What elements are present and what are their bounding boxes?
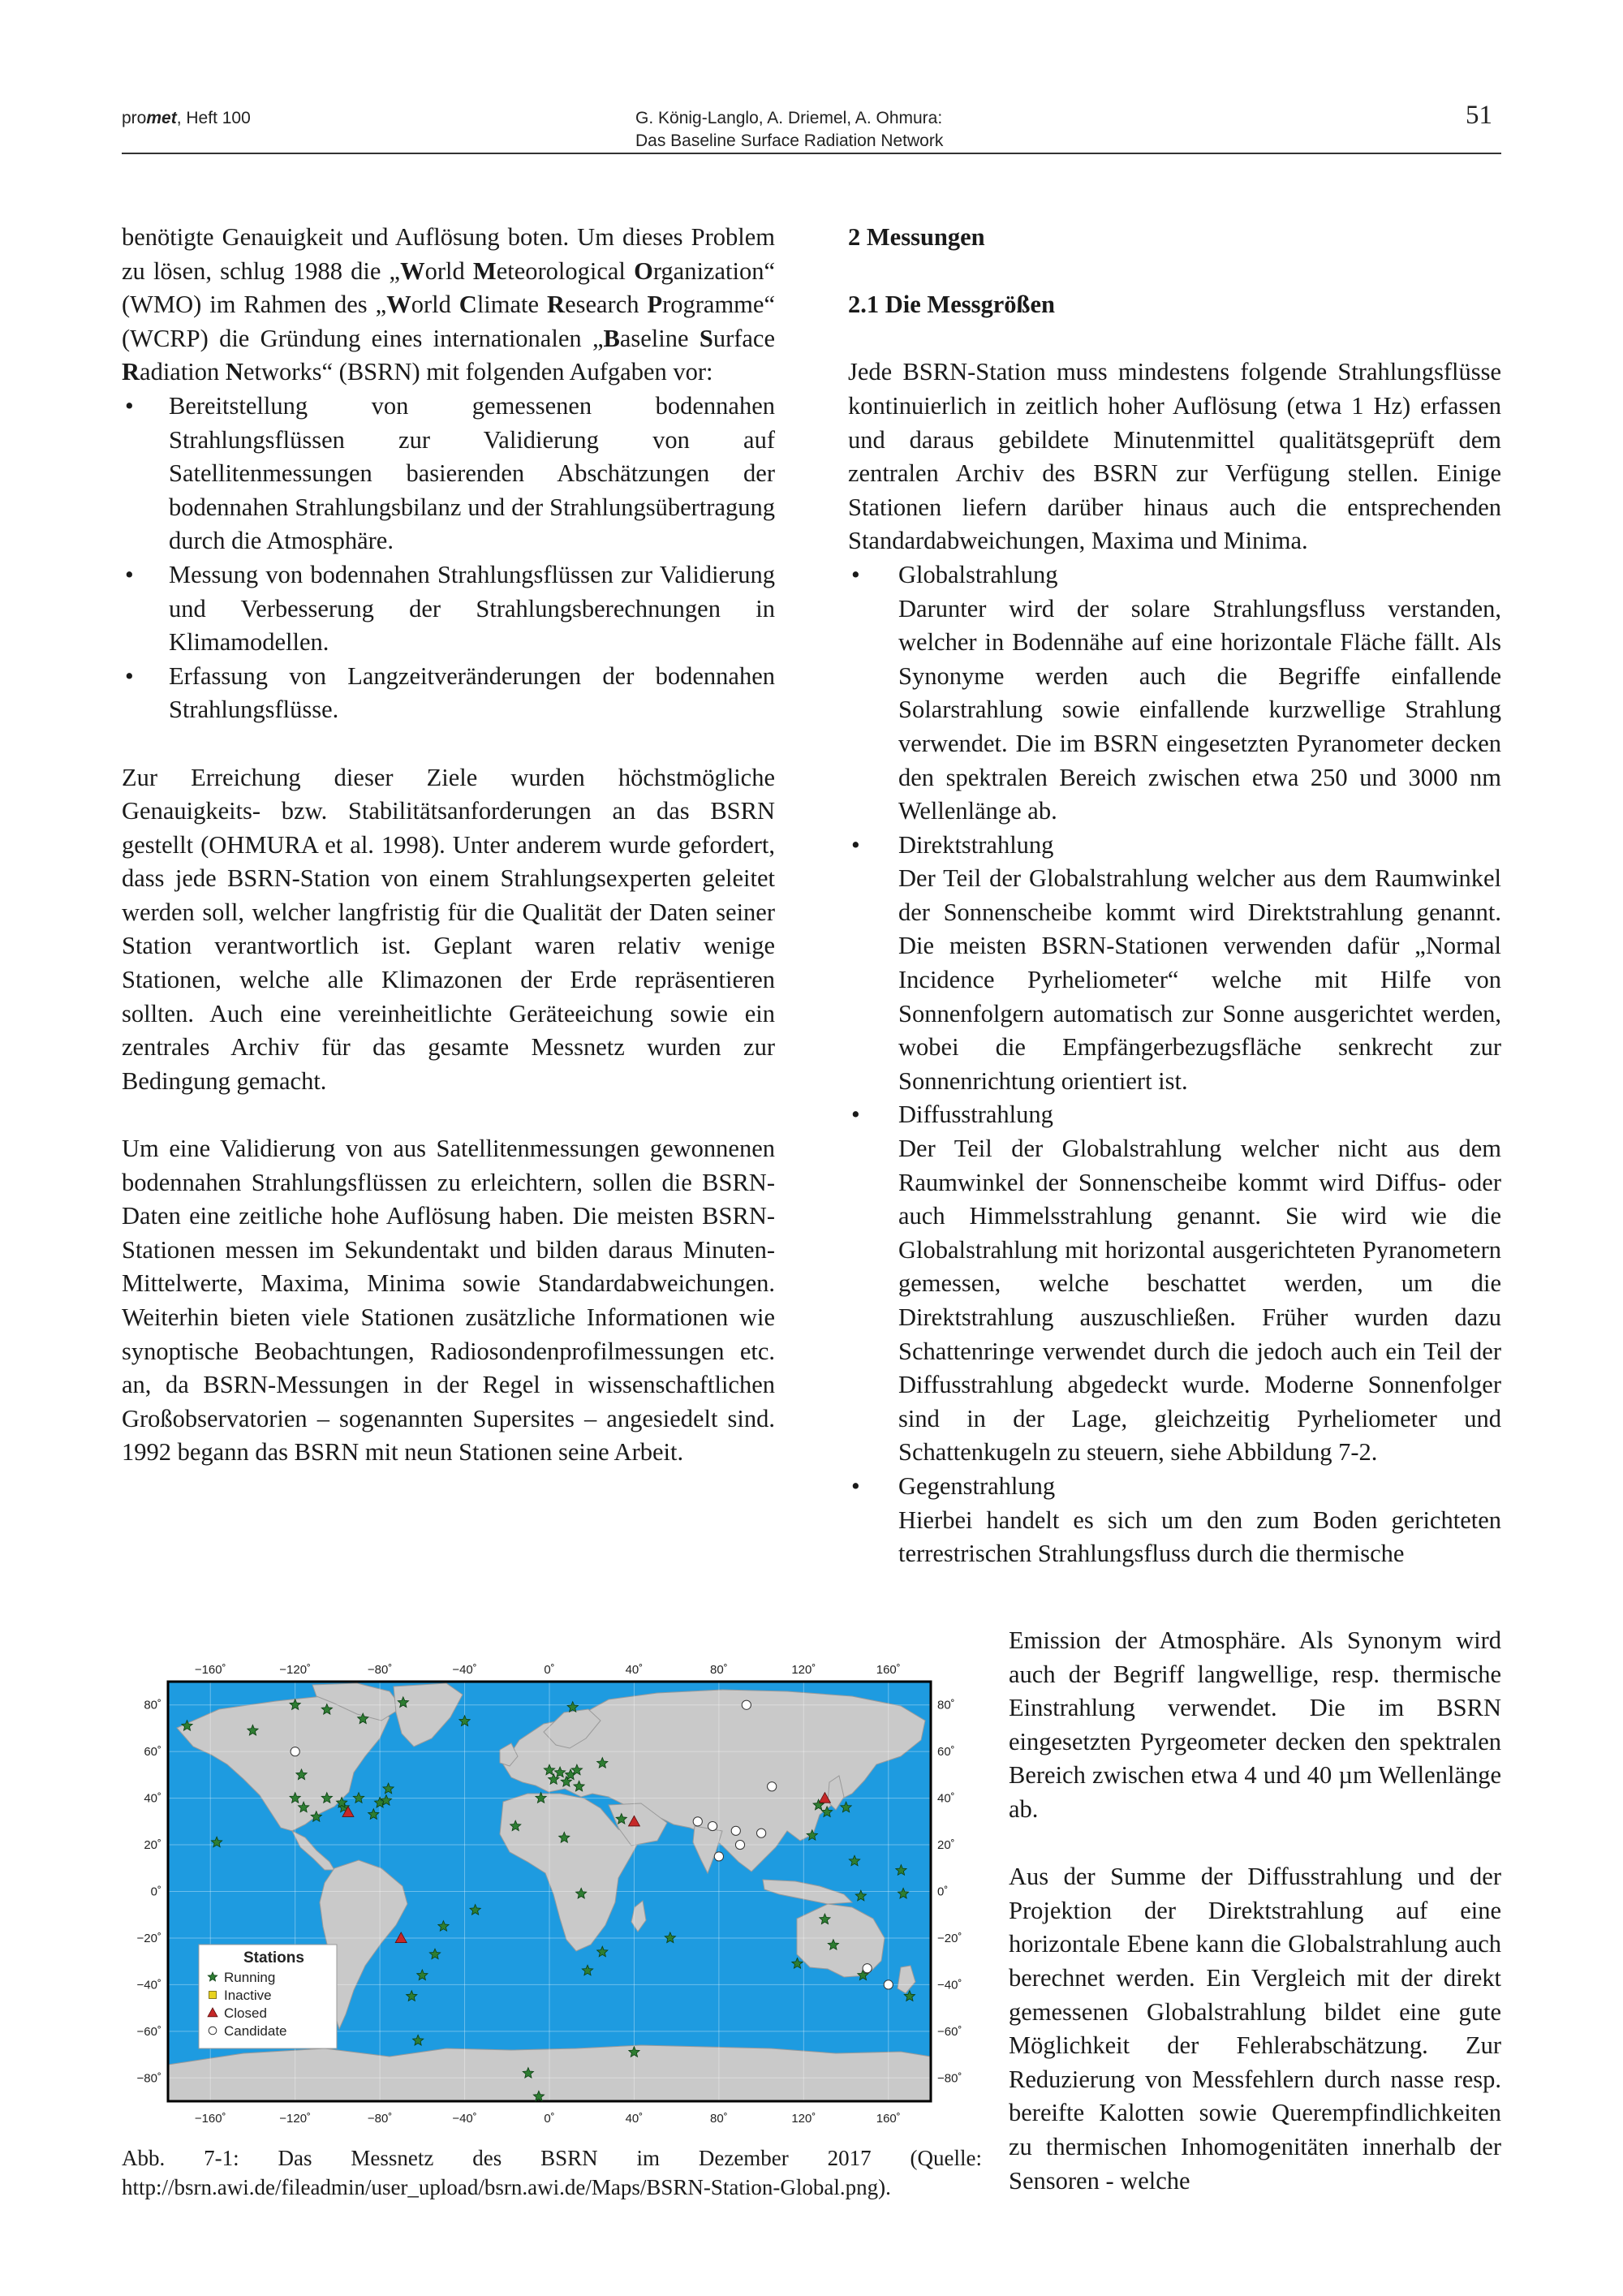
longitude-label: −160˚ (194, 1663, 226, 1677)
journal-name: promet, Heft 100 (122, 109, 251, 127)
quantity-item (848, 558, 1501, 829)
latitude-label: 80˚ (937, 1698, 955, 1712)
latitude-label: −80˚ (937, 2071, 962, 2086)
longitude-label: −40˚ (452, 2112, 477, 2126)
longitude-label: −120˚ (279, 2112, 312, 2126)
map-legend (199, 1945, 337, 2048)
quantity-term: Gegenstrahlung (898, 1471, 1056, 1500)
bsrn-station-map (122, 1643, 982, 2139)
station-candidate (291, 1747, 299, 1756)
quantity-item (848, 829, 1501, 1099)
subsection-heading: 2.1 Die Messgrößen (848, 291, 1055, 319)
right-column (848, 221, 1501, 1571)
task-list (122, 390, 775, 727)
longitude-label: −80˚ (367, 1663, 393, 1677)
header-title: Das Baseline Surface Radiation Network (635, 131, 944, 150)
quantity-term: Globalstrahlung (898, 560, 1058, 588)
header-rule (122, 153, 1501, 154)
paragraph-intro: Jede BSRN-Station muss mindestens folgende Strahlungsflüsse kontinuierlich in zeitlich hoher Auflösung (etwa 1 Hz) erfassen und daraus gebildete Minutenmittel qualitätsgeprüft dem zentralen Archiv des BSRN zur Verfügung stellen. Einige Stationen liefern darüber hinaus auch die entsprechenden Standardabweichungen, Maxima und Minima. (848, 358, 1501, 555)
longitude-label: 160˚ (876, 1663, 901, 1677)
latitude-label: 40˚ (937, 1791, 955, 1806)
longitude-label: 80˚ (710, 1663, 728, 1677)
paragraph-requirements: Zur Erreichung dieser Ziele wurden höchstmögliche Genauigkeits- bzw. Stabilitätsanforderungen an das BSRN gestellt (OHMURA et al. 1998). Unter anderem wurde gefordert, dass jede BSRN-Station von einem Strahlungsexperten geleitet werden soll, welcher langfristig für die Qualität der Daten seiner Station verantwortlich ist. Geplant waren relativ wenige Stationen, welche alle Klimazonen der Erde repräsentieren sollten. Auch eine vereinheitlichte Geräteeichung sowie ein zentrales Archiv für das gesamte Messnetz wurden zur Bedingung gemacht. (122, 763, 775, 1095)
paragraph-wmo: benötigte Genauigkeit und Auflösung boten. Um dieses Problem zu lösen, schlug 1988 die „World Meteorological Organization“ (WMO) im Rahmen des „World Climate Research Programme“ (WCRP) die Gründung eines internationalen „Baseline Surface Radiation Networks“ (BSRN) mit folgenden Aufgaben vor: (122, 223, 775, 386)
station-candidate (757, 1829, 766, 1837)
right-column-continued (1009, 1624, 1501, 2198)
task-item: • Messung von bodennahen Strahlungsflüssen zur Validierung und Verbesserung der Strahlungsberechnungen in Klimamodellen. (122, 558, 775, 660)
figure-caption: Abb. 7-1: Das Messnetz des BSRN im Dezember 2017 (Quelle: http://bsrn.awi.de/fileadmin/user_upload/bsrn.awi.de/Maps/BSRN-Station-Global.png). (122, 2146, 982, 2199)
station-candidate (884, 1980, 893, 1989)
longitude-label: 40˚ (625, 1663, 644, 1677)
latitude-label: 40˚ (144, 1791, 161, 1806)
quantity-item (848, 1098, 1501, 1470)
quantity-term: Direktstrahlung (898, 830, 1054, 859)
latitude-label: −60˚ (937, 2024, 962, 2039)
latitude-label: 60˚ (144, 1745, 161, 1760)
longitude-label: 0˚ (544, 1663, 555, 1677)
quantity-description: Der Teil der Globalstrahlung welcher nicht aus dem Raumwinkel der Sonnenscheibe kommt wird Diffus- oder auch Himmelsstrahlung genannt. Sie wird wie die Globalstrahlung mit horizontal ausgerichteten Pyranometern gemessen, welche beschattet werden, um die Direktstrahlung auszuschließen. Früher wurden dazu Schattenringe verwendet durch die jedoch auch ein Teil der Diffusstrahlung abgedeckt wurde. Moderne Sonnenfolger sind in der Lage, gleichzeitig Pyrheliometer und Schattenkugeln zu steuern, siehe Abbildung 7-2. (898, 1135, 1501, 1467)
left-column (122, 221, 775, 1470)
quantity-list (848, 558, 1501, 1571)
quantity-term: Diffusstrahlung (898, 1101, 1053, 1129)
longitude-label: −80˚ (367, 2112, 393, 2126)
latitude-label: −80˚ (136, 2071, 161, 2086)
latitude-label: 0˚ (150, 1885, 161, 1899)
latitude-label: 20˚ (144, 1838, 161, 1853)
quantity-item (848, 1470, 1501, 1571)
latitude-label: 20˚ (937, 1838, 955, 1853)
paragraph-resolution: Um eine Validierung von aus Satellitenmessungen gewonnenen bodennahen Strahlungsflüssen zu erleichtern, sollen die BSRN-Daten eine zeitliche hohe Auflösung haben. Die meisten BSRN-Stationen messen im Sekundentakt und bilden daraus Minuten-Mittelwerte, Maxima, Minima sowie Standardabweichungen. Weiterhin bieten viele Stationen zusätzliche Informationen wie synoptische Beobachtungen, Radiosondenprofilmessungen etc. an, da BSRN-Messungen in der Regel in wissenschaftlichen Großobservatorien – sogenannten Supersites – angesiedelt sind. 1992 begann das BSRN mit neun Stationen seine Arbeit. (122, 1135, 775, 1467)
latitude-label: 80˚ (144, 1698, 161, 1712)
station-candidate (735, 1840, 744, 1849)
legend-label: Closed (224, 2005, 267, 2021)
latitude-label: 60˚ (937, 1745, 955, 1760)
legend-label: Inactive (224, 1988, 272, 2003)
latitude-label: 0˚ (937, 1885, 949, 1899)
page-number: 51 (1466, 101, 1492, 130)
longitude-label: 120˚ (791, 2112, 816, 2126)
station-candidate (768, 1782, 777, 1791)
quantity-description: Hierbei handelt es sich um den zum Boden gerichteten terrestrischen Strahlungsfluss durch die thermische (898, 1506, 1501, 1568)
legend-symbol-inactive (209, 1992, 217, 1999)
latitude-label: −20˚ (937, 1931, 962, 1945)
paragraph-error-estimation: Aus der Summe der Diffusstrahlung und der Projektion der Direktstrahlung auf eine horizontale Ebene kann die Globalstrahlung auch berechnet werden. Ein Vergleich mit der direkt gemessenen Globalstrahlung bildet eine gute Möglichkeit der Fehlerabschätzung. Zur Reduzierung von Messfehlern durch nasse resp. bereifte Kalotten sowie Querempfindlichkeiten zu thermischen Inhomogenitäten innerhalb der Sensoren - welche (1009, 1863, 1501, 2195)
header-authors: G. König-Langlo, A. Driemel, A. Ohmura: (635, 109, 943, 127)
longitude-label: 160˚ (876, 2112, 901, 2126)
latitude-label: −60˚ (136, 2024, 161, 2039)
station-candidate (731, 1826, 740, 1835)
legend-label: Running (224, 1970, 276, 1985)
longitude-label: −120˚ (279, 1663, 312, 1677)
longitude-label: −40˚ (452, 1663, 477, 1677)
legend-symbol-candidate (209, 2027, 217, 2035)
station-candidate (708, 1821, 717, 1830)
latitude-label: −40˚ (937, 1978, 962, 1992)
task-item: • Erfassung von Langzeitveränderungen der bodennahen Strahlungsflüsse. (122, 660, 775, 727)
longitude-label: 120˚ (791, 1663, 816, 1677)
world-map-figure (122, 1643, 982, 2139)
station-candidate (863, 1964, 872, 1973)
latitude-label: −20˚ (136, 1931, 161, 1945)
legend-title: Stations (243, 1949, 304, 1966)
longitude-label: 80˚ (710, 2112, 728, 2126)
paragraph-longwave: Emission der Atmosphäre. Als Synonym wird auch der Begriff langwellige, resp. thermische Einstrahlung verwendet. Die im BSRN eingesetzten Pyrgeometer decken den spektralen Bereich zwischen etwa 4 und 40 µm Wellenlänge ab. (1009, 1626, 1501, 1823)
station-candidate (693, 1817, 702, 1826)
quantity-description: Darunter wird der solare Strahlungsfluss verstanden, welcher in Bodennähe auf eine horizontale Fläche fällt. Als Synonyme werden auch die Begriffe einfallende Solarstrahlung sowie einfallende kurzwellige Strahlung verwendet. Die im BSRN eingesetzten Pyranometer decken den spektralen Bereich zwischen etwa 250 und 3000 nm Wellenlänge ab. (898, 594, 1501, 825)
section-heading: 2 Messungen (848, 223, 985, 251)
running-header (635, 107, 943, 153)
latitude-label: −40˚ (136, 1978, 161, 1992)
task-item: • Bereitstellung von gemessenen bodennahen Strahlungsflüssen zur Validierung von auf Satellitenmessungen basierenden Abschätzungen der bodennahen Strahlungsbilanz und der Strahlungsübertragung durch die Atmosphäre. (122, 390, 775, 558)
station-candidate (714, 1852, 723, 1861)
longitude-label: 0˚ (544, 2112, 555, 2126)
longitude-label: −160˚ (194, 2112, 226, 2126)
station-candidate (742, 1700, 751, 1709)
longitude-label: 40˚ (625, 2112, 644, 2126)
legend-label: Candidate (224, 2023, 287, 2039)
quantity-description: Der Teil der Globalstrahlung welcher aus dem Raumwinkel der Sonnenscheibe kommt wird Direktstrahlung genannt. Die meisten BSRN-Stationen verwenden dafür „Normal Incidence Pyrheliometer“ welche mit Hilfe von Sonnenfolgern automatisch zur Sonne ausgerichtet werden, wobei die Empfängerbezugsfläche senkrecht zur Sonnenrichtung orientiert ist. (898, 864, 1501, 1095)
